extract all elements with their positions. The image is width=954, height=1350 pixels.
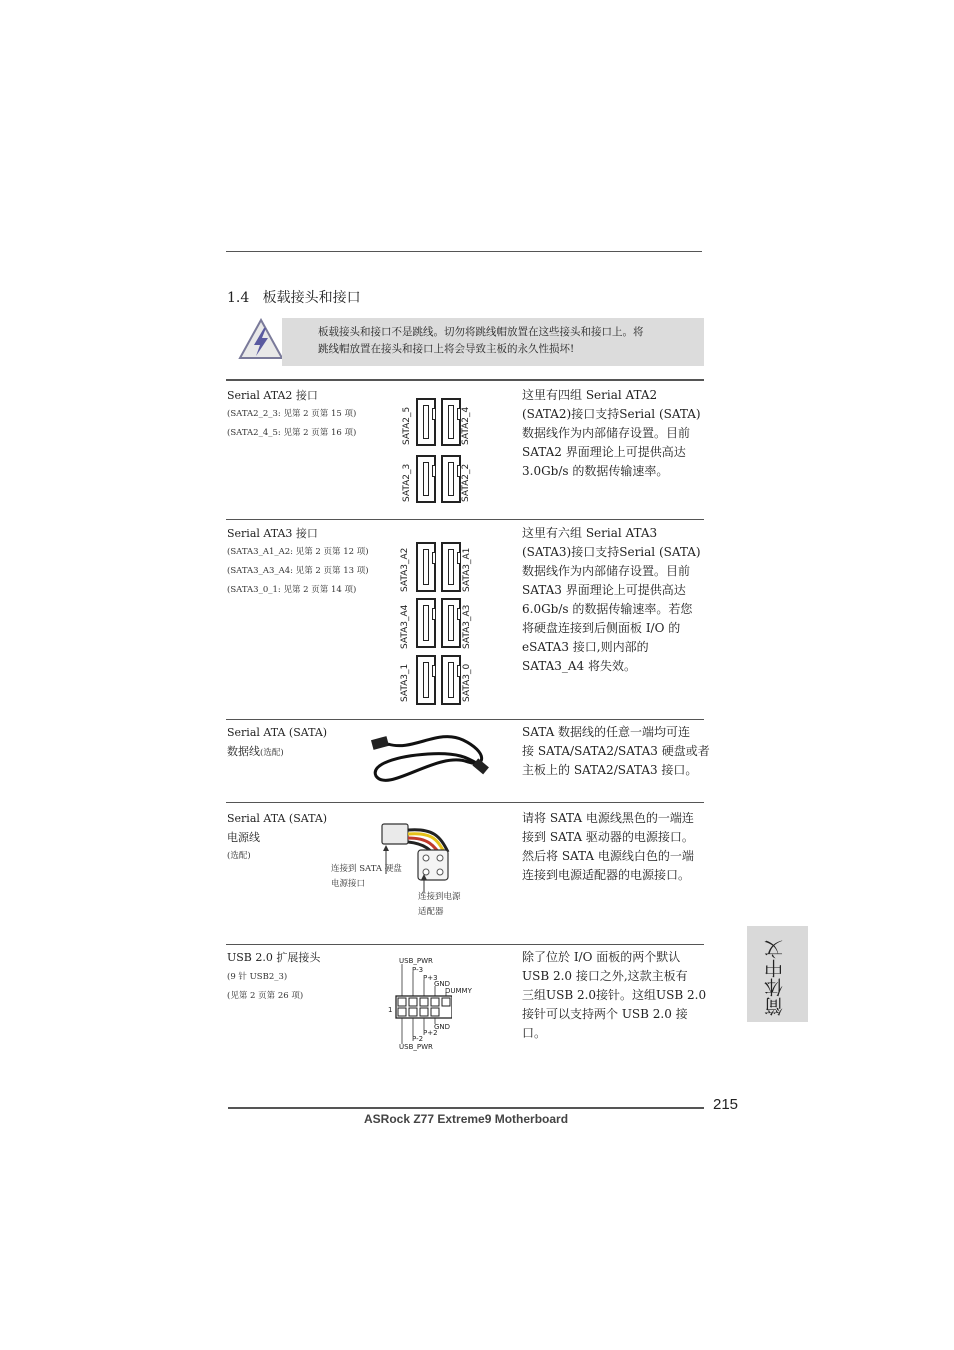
section-title: 板载接头和接口: [262, 290, 361, 306]
sata3-title: Serial ATA3 接口: [227, 527, 318, 540]
section-divider: [226, 379, 704, 381]
language-side-tab-label: 简体中文: [764, 940, 786, 1016]
top-divider: [226, 251, 702, 252]
section-number: 1.4: [227, 290, 250, 306]
sata-power-description: 请将 SATA 电源线黑色的一端连 接到 SATA 驱动器的电源接口。 然后将 SATA 电源线白色的一端 连接到电源适配器的电源接口。: [522, 811, 694, 882]
sata3-ref-2: (SATA3_A3_A4: 见第 2 页第 13 项): [227, 566, 369, 576]
usb-pin-label: DUMMY: [445, 987, 472, 995]
usb-title: USB 2.0 扩展接头: [227, 951, 321, 964]
sata3-label-a2: SATA3_A2: [400, 547, 410, 592]
usb-pin-label: GND: [434, 980, 451, 988]
sata-cable-image: [368, 724, 498, 790]
sata2-title: Serial ATA2 接口: [227, 389, 318, 402]
sata2-ref-2: (SATA2_4_5: 见第 2 页第 16 项): [227, 428, 357, 438]
sata-power-title: Serial ATA (SATA) 电源线 (选配): [227, 812, 328, 861]
section-heading: [227, 287, 361, 307]
usb-pin-label: USB_PWR: [399, 957, 433, 965]
warning-icon: [238, 318, 284, 360]
sata2-connector: [416, 455, 436, 503]
sata3-label-a4: SATA3_A4: [400, 604, 410, 649]
usb-pin-label: P-3: [412, 966, 424, 974]
sata2-connector: [441, 398, 461, 446]
sata3-label-0: SATA3_0: [462, 663, 472, 702]
sata3-label-1: SATA3_1: [400, 663, 410, 702]
usb-pin-label: P-2: [412, 1035, 424, 1043]
sata2-label-2: SATA2_2: [461, 463, 471, 502]
sata3-connector: [416, 598, 436, 648]
section-divider: [226, 519, 704, 520]
sata2-label-4: SATA2_4: [461, 406, 471, 445]
usb-description: 除了位於 I/O 面板的两个默认 USB 2.0 接口之外,这款主板有 三组USB 2.0接针。这组USB 2.0 接针可以支持两个 USB 2.0 接 口。: [522, 950, 707, 1040]
sata3-connector: [416, 542, 436, 592]
sata-cable-title: Serial ATA (SATA) 数据线(选配): [227, 726, 328, 758]
usb-pin-label: 1: [388, 1006, 393, 1014]
section-divider: [226, 802, 704, 803]
sata2-ref-1: (SATA2_2_3: 见第 2 页第 15 项): [227, 409, 357, 419]
sata-cable-description: SATA 数据线的任意一端均可连 接 SATA/SATA2/SATA3 硬盘或者 主板上的 SATA2/SATA3 接口。: [522, 725, 710, 777]
sata2-label-5: SATA2_5: [402, 406, 412, 445]
sata3-connector: [441, 598, 461, 648]
usb-pin-label: USB_PWR: [399, 1043, 433, 1051]
sata3-connector: [441, 542, 461, 592]
usb-ref-1: (9 针 USB2_3): [227, 972, 288, 982]
section-divider: [226, 719, 704, 720]
usb-pin-label: GND: [434, 1023, 451, 1031]
callout-hdd-text: 连接到 SATA 硬盘 电源接口: [331, 864, 402, 889]
callout-psu-text: 连接到电源 适配器: [418, 892, 461, 917]
footer-product-name: ASRock Z77 Extreme9 Motherboard: [364, 1112, 569, 1126]
sata3-connector: [416, 655, 436, 705]
sata2-label-3: SATA2_3: [402, 463, 412, 502]
sata2-connector: [416, 398, 436, 446]
sata3-connector: [441, 655, 461, 705]
sata2-connector: [441, 455, 461, 503]
usb-pin-label: P+3: [423, 974, 438, 982]
usb-ref-2: (见第 2 页第 26 项): [227, 991, 304, 1001]
section-divider: [226, 944, 704, 945]
sata3-label-a1: SATA3_A1: [462, 547, 472, 592]
sata2-description: 这里有四组 Serial ATA2 (SATA2)接口支持Serial (SATA) 数据线作为内部储存设置。目前 SATA2 界面理论上可提供高达 3.0Gb/s 的数据传输速率。: [522, 388, 701, 478]
usb-pin-label: P+2: [423, 1029, 438, 1037]
sata3-ref-3: (SATA3_0_1: 见第 2 页第 14 项): [227, 585, 357, 595]
sata3-description: 这里有六组 Serial ATA3 (SATA3)接口支持Serial (SATA) 数据线作为内部储存设置。目前 SATA3 界面理论上可提供高达 6.0Gb/s 的数据传输速率。若您 将硬盘连接到后侧面板 I/O 的 eSATA3 接口,则内部的 SATA3_A4 将失效。: [522, 526, 701, 673]
sata3-label-a3: SATA3_A3: [462, 604, 472, 649]
usb-pin-header: [392, 962, 452, 1046]
page-number: 215: [713, 1096, 739, 1113]
sata3-ref-1: (SATA3_A1_A2: 见第 2 页第 12 项): [227, 547, 369, 557]
warning-text: 板载接头和接口不是跳线。切勿将跳线帽放置在这些接头和接口上。将 跳线帽放置在接头和接口上将会导致主板的永久性损坏!: [318, 326, 644, 355]
footer-rule: [228, 1107, 704, 1109]
